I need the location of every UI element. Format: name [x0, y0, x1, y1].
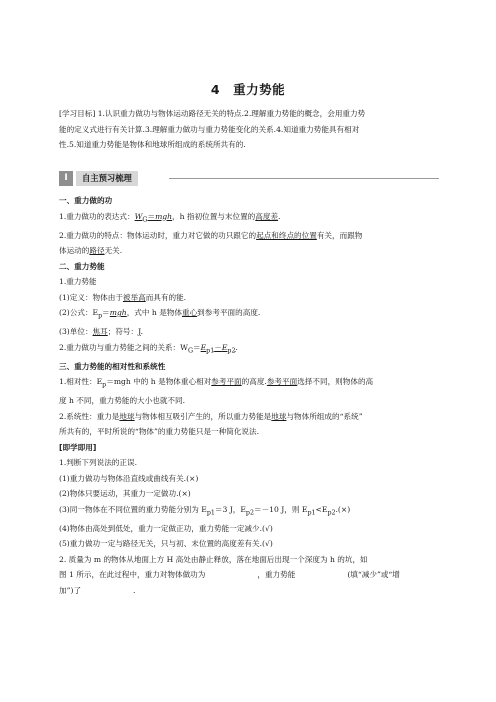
text: 到参考平面的高度.: [197, 308, 261, 318]
text: .: [133, 585, 136, 595]
text: p: [102, 381, 107, 389]
system-text-cont: 所共有的，平时所说的“物体”的重力势能只是一种简化说法.: [59, 427, 260, 437]
text: p2: [227, 347, 236, 355]
text: 图 1 所示，在此过程中，重力对物体做功为: [59, 570, 206, 580]
section-heading-relativity: 三、重力势能的相对性和系统性: [59, 361, 166, 371]
text: mgh: [155, 211, 173, 221]
question-2-line-3: [59, 583, 439, 599]
underlined-answer: 地球: [271, 411, 287, 421]
text: 1.相对性：E: [59, 377, 103, 387]
text: －: [214, 342, 222, 352]
text: 2.重力做功的特点：物体运动时，重力对它做的功只跟它的: [59, 230, 257, 240]
text: G: [187, 347, 194, 355]
text: .: [140, 327, 143, 337]
pe-subheading: 1.重力势能: [59, 277, 97, 287]
text: 加”)了: [59, 585, 82, 595]
pe-definition: [59, 290, 439, 306]
text: E: [200, 342, 207, 352]
text: ＝: [193, 342, 201, 352]
text: ＝－10 J，则 E: [254, 504, 308, 514]
text: G: [142, 216, 148, 224]
text: ＝3 J，E: [214, 504, 246, 514]
gravity-work-formula: [59, 209, 439, 228]
text: 无关.: [104, 246, 123, 256]
objectives-line-1: [学习目标] 1.认识重力做功与物体运动路径无关的特点.2.理解重力势能的概念，会用重力势: [59, 109, 366, 118]
question-2-line-2: [59, 567, 439, 583]
text: 与物体相互吸引产生的，所以重力势能是: [134, 411, 272, 421]
text: 2.重力做功与重力势能之间的关系：W: [59, 342, 188, 352]
text: .: [235, 342, 238, 352]
underlined-answer: J: [138, 327, 141, 337]
text: (1)定义：物体由于: [59, 292, 123, 302]
system-text: [59, 409, 439, 425]
text: 与物体所组成的“系统”: [286, 411, 363, 421]
text: 体运动的: [59, 246, 90, 256]
text: 选择不同，则物体的高: [297, 377, 374, 387]
text: p1: [206, 509, 215, 517]
text: 有关，而跟物: [316, 230, 363, 240]
page-title: 4 重力势能: [210, 82, 286, 97]
relativity-text-cont: 度 h 不同，重力势能的大小也就不同.: [59, 396, 186, 406]
underlined-answer: 高度差: [255, 211, 279, 221]
text: (3)同一物体在不同位置的重力势能分别为 E: [59, 504, 207, 514]
section-heading-gravity-work: 一、重力做的功: [59, 196, 113, 205]
pe-formula: [59, 305, 439, 324]
underlined-answer: 起点和终点的位置: [256, 230, 317, 240]
underlined-answer: 参考平面: [211, 377, 242, 387]
objectives-line-2: 能的定义式进行有关计算.3.理解重力做功与重力势能变化的关系.4.知道重力势能具有相对: [59, 124, 360, 134]
answer-5: (5)重力做功一定与路径无关，只与初、末位置的高度差有关.(√): [59, 539, 273, 549]
section-banner: [59, 171, 439, 186]
practice-heading: [即学即用]: [59, 442, 97, 452]
text: ，h 指初位置与末位置的: [172, 211, 256, 221]
text: (填“减少”或“增: [347, 570, 400, 580]
text: 而具有的能.: [145, 292, 187, 302]
pe-unit: [59, 324, 439, 340]
text: 1.重力做功的表达式：: [59, 211, 135, 221]
relativity-text: [59, 374, 439, 393]
answer-4: (4)物体由高处到低处，重力一定做正功，重力势能一定减少.(√): [59, 523, 273, 533]
text: p2: [327, 509, 336, 517]
banner-label: 自主预习梳理: [76, 171, 138, 186]
underlined-answer: mgh: [109, 308, 127, 318]
text: ，重力势能: [257, 570, 296, 580]
text: (2)公式：E: [59, 308, 99, 318]
section-heading-potential-energy: 二、重力势能: [59, 261, 105, 271]
gravity-work-feature: [59, 228, 439, 244]
question-2-line-1: 2. 质量为 m 的物体从地面上方 H 高处由静止释放，落在地面后出现一个深度为 h 的坑，如: [59, 554, 368, 564]
text: ，式中 h 是物体: [126, 308, 182, 318]
answer-3: [59, 502, 439, 521]
text: .: [278, 211, 281, 221]
text: ＝mgh 中的 h 是物体重心相对: [106, 377, 212, 387]
text: p: [98, 312, 103, 320]
learning-objectives: [59, 106, 439, 153]
text: ＝: [102, 308, 110, 318]
text: p1: [307, 509, 316, 517]
text: 2.系统性：重力是: [59, 411, 120, 421]
objectives-line-3: 性.5.知道重力势能是物体和地球所组成的系统所共有的.: [59, 140, 246, 149]
underlined-answer: 参考平面: [266, 377, 298, 387]
banner-badge: Ⅰ: [59, 171, 73, 186]
banner-divider: [169, 178, 439, 179]
main-content: [59, 193, 439, 598]
underlined-answer: 重心: [181, 308, 198, 318]
underlined-answer: 被举高: [122, 292, 146, 302]
text: 的高度.: [241, 377, 267, 387]
question-1: 1.判断下列说法的正误.: [59, 458, 138, 468]
answer-1: (1)重力做功与物体沿直线或曲线有关.(×): [59, 473, 199, 483]
underlined-answer: 路径: [89, 246, 105, 256]
text: .(×): [335, 504, 351, 514]
text: ＝: [147, 211, 156, 221]
text: ；符号：: [107, 327, 139, 337]
underlined-answer: 焦耳: [92, 327, 108, 337]
pe-work-relation: [59, 340, 439, 359]
text: (3)单位：: [59, 327, 93, 337]
gravity-work-feature-cont: [59, 243, 439, 259]
text: p1: [206, 347, 215, 355]
underlined-answer: 地球: [119, 411, 135, 421]
text: W: [134, 211, 143, 221]
answer-2: (2)物体只要运动，其重力一定做功.(×): [59, 489, 191, 499]
text: E: [221, 342, 228, 352]
text: p2: [245, 509, 254, 517]
text: <E: [315, 504, 328, 514]
